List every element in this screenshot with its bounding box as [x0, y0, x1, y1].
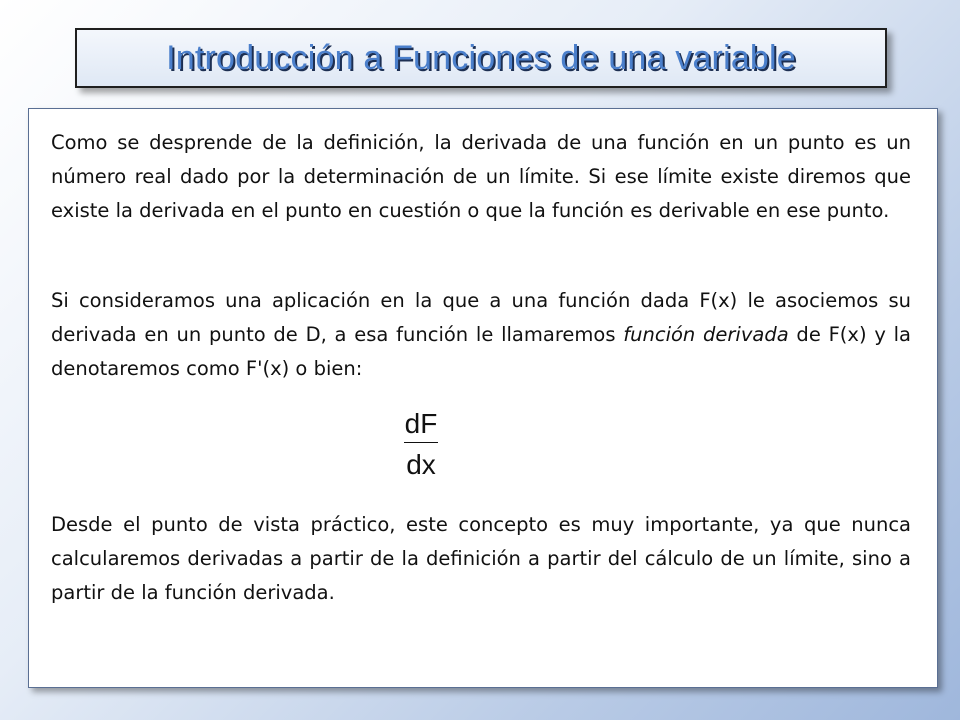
paragraph-practical: Desde el punto de vista práctico, este concepto es muy importante, ya que nunca calcularemos derivadas a partir de la definición a partir del cálculo de un límite, sino a partir de la función derivada. [51, 513, 911, 604]
derivative-notation-fraction [401, 409, 441, 480]
fraction-numerator: dF [404, 408, 438, 439]
fraction-denominator: dx [406, 449, 436, 480]
content-box [28, 108, 938, 688]
title-box [75, 28, 887, 88]
paragraph-derived-function [51, 284, 911, 386]
paragraph-derived-function-text-start: Si consideramos una aplicación en la que a una función dada F(x) le asociemos su derivada en un punto de D, a esa función le llamaremos [51, 289, 911, 346]
paragraph-definition: Como se desprende de la definición, la derivada de una función en un punto es un número real dado por la determinación de un límite. Si ese límite existe diremos que existe la derivada en el punto en cuestión o que la función es derivable en ese punto. [51, 131, 911, 222]
fraction-bar [404, 442, 438, 443]
paragraph-derived-function-text-end: de F(x) y la denotaremos como F'(x) o bien: [51, 323, 911, 380]
derived-function-term: función derivada [623, 323, 789, 346]
slide-title: Introducción a Funciones de una variable [166, 38, 796, 77]
